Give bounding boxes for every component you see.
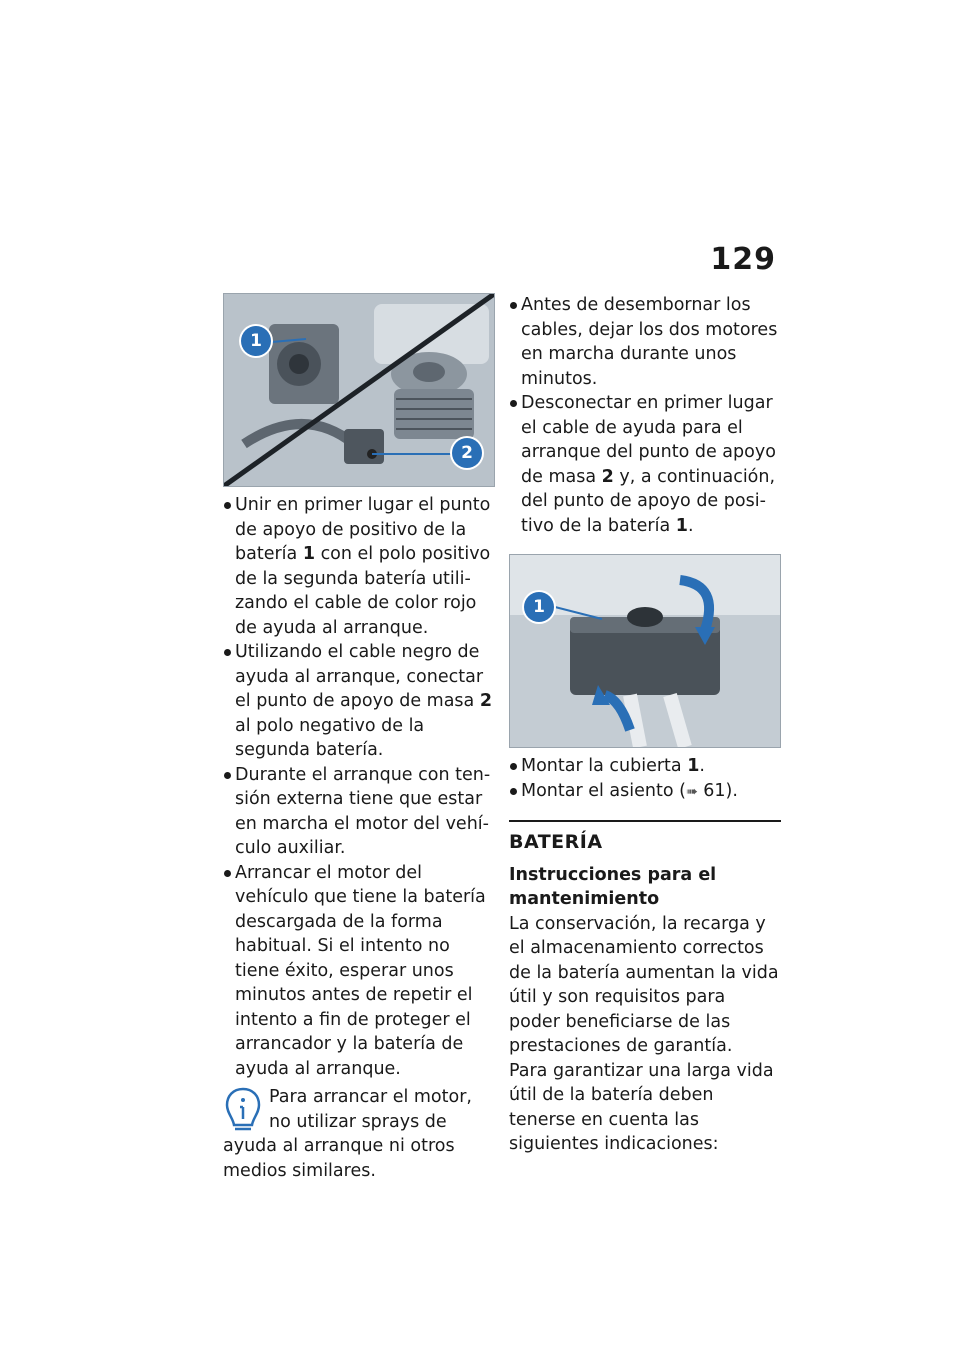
callout-1: 1 xyxy=(241,326,271,356)
arrow-right-icon: ➠ xyxy=(685,783,698,800)
list-item: Antes de desembornar los cables, dejar los dos motores en marcha durante unos minutos. xyxy=(509,293,781,391)
list-item: Desconectar en primer lugar el cable de ayuda para el arranque del punto de apoyo de masa 2 y, a continuación, del punto de apoyo de positivo de la batería 1. xyxy=(509,391,781,538)
paragraph: Para garantizar una larga vida útil de la batería deben tenerse en cuenta las siguientes indicaciones: xyxy=(509,1060,774,1154)
battery-illustration xyxy=(510,555,780,747)
right-column xyxy=(509,293,781,1157)
list-item: Arrancar el motor del vehículo que tiene la batería descargada de la forma habitual. Si el intento no tiene éxito, esperar unos minutos antes de repetir el intento a fin de proteger el arrancador y la batería de ayuda al arranque. xyxy=(223,861,495,1082)
list-item: Unir en primer lugar el punto de apoyo de positivo de la batería 1 con el polo positivo de la segunda batería utilizando el cable de color rojo de ayuda al arranque. xyxy=(223,493,495,640)
page-number: 129 xyxy=(710,242,776,277)
list-item: Utilizando el cable negro de ayuda al arranque, conectar el punto de apoyo de masa 2 al polo negativo de la segunda batería. xyxy=(223,640,495,763)
section-divider xyxy=(509,820,781,822)
right-bullet-list-bottom xyxy=(509,754,781,804)
callout-2: 2 xyxy=(452,438,482,468)
callout-1: 1 xyxy=(524,592,554,622)
info-icon xyxy=(223,1085,263,1133)
left-bullet-list xyxy=(223,493,495,1081)
list-item: Montar el asiento (➠ 61). xyxy=(509,779,781,805)
list-item: Durante el arranque con tensión externa tiene que estar en marcha el motor del vehículo auxiliar. xyxy=(223,763,495,861)
battery-cover-image xyxy=(509,554,781,748)
note-text: Para arrancar el motor, no utilizar sprays de ayuda al arranque ni otros medios similares. xyxy=(223,1087,472,1181)
subsection-title: Instrucciones para el mantenimiento xyxy=(509,864,717,909)
jump-start-engine-image xyxy=(223,293,495,487)
paragraph: La conservación, la recarga y el almacenamiento correctos de la batería aumentan la vida útil y son requisitos para poder beneficiarse de las prestaciones de garantía. xyxy=(509,913,779,1056)
info-note xyxy=(223,1085,495,1183)
right-bullet-list-top xyxy=(509,293,781,538)
list-item: Montar la cubierta 1. xyxy=(509,754,781,779)
left-column xyxy=(223,293,495,1183)
section-title: BATERÍA xyxy=(509,831,603,853)
